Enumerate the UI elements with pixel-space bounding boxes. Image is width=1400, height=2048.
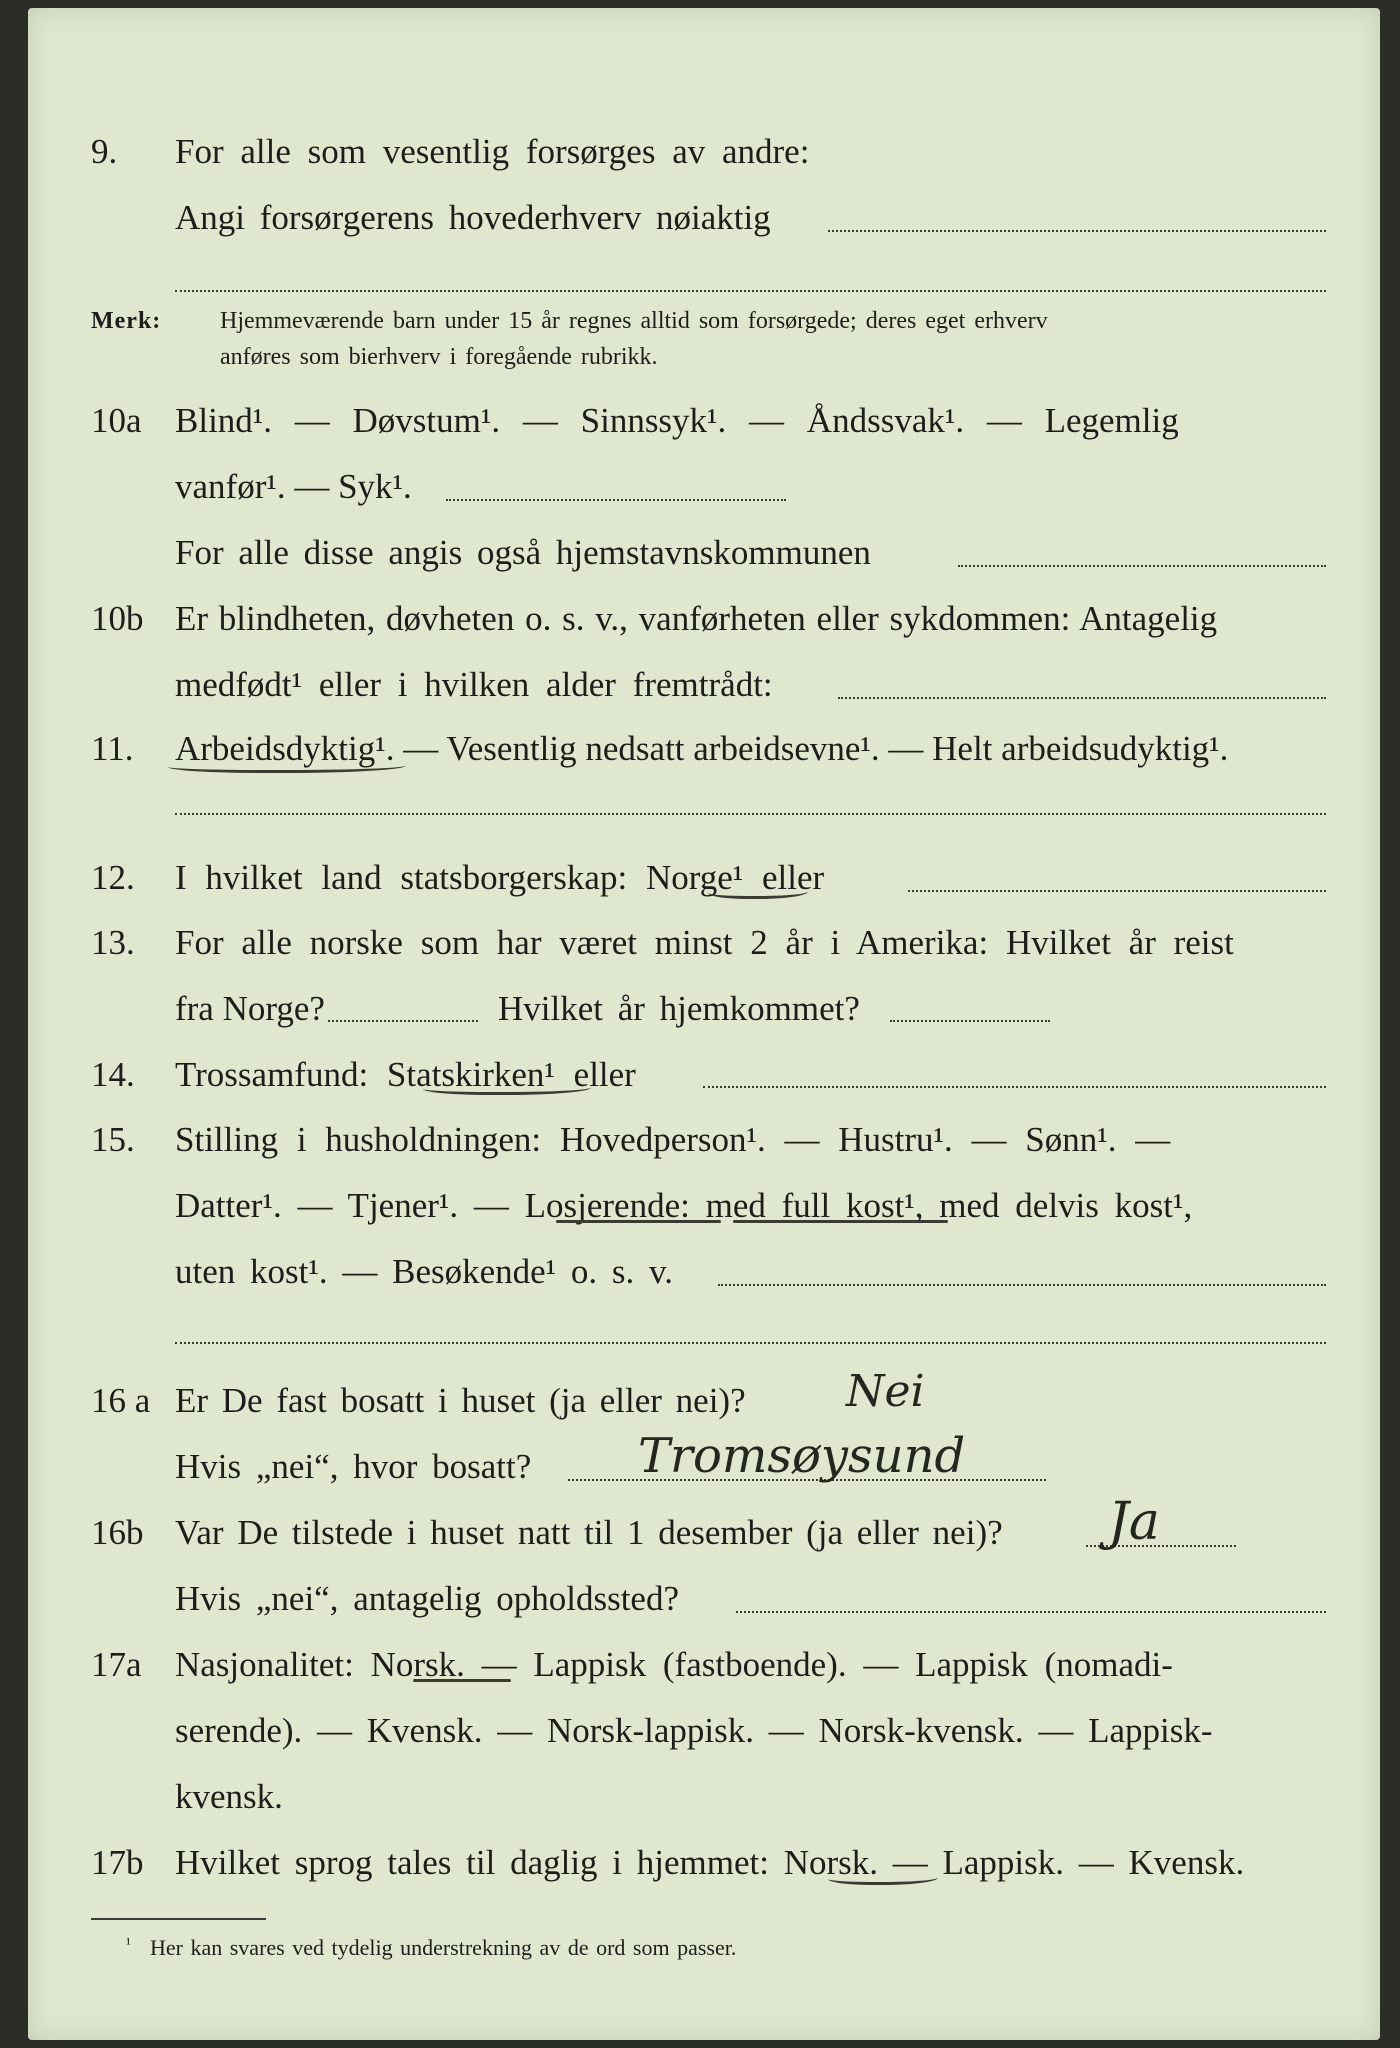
merk-line2: anføres som bierhverv i foregående rubrikk. xyxy=(220,344,658,370)
q15-line3: uten kost¹. — Besøkende¹ o. s. v. xyxy=(175,1252,674,1291)
q14-underline-mark xyxy=(423,1080,591,1095)
q16b-line1: Var De tilstede i huset natt til 1 desember (ja eller nei)? xyxy=(175,1513,1003,1552)
q10a-answer-line[interactable] xyxy=(446,499,786,501)
q9-answer-line-2[interactable] xyxy=(175,290,1326,292)
q17a-underline-norsk xyxy=(413,1679,511,1682)
q10a-line2: vanfør¹. — Syk¹. xyxy=(175,467,412,506)
q11-line1: Arbeidsdyktig¹. — Vesentlig nedsatt arbeidsevne¹. — Helt arbeidsudyktig¹. xyxy=(175,729,1229,768)
census-form-page xyxy=(28,8,1380,2040)
q17b-underline-mark xyxy=(828,1870,938,1885)
footnote-text: Her kan svares ved tydelig understrekning av de ord som passer. xyxy=(150,1935,737,1960)
q16a-bosatt-handwritten: Tromsøysund xyxy=(638,1428,966,1484)
q13-line1: For alle norske som har været minst 2 år i Amerika: Hvilket år reist xyxy=(175,923,1234,962)
q15-underline-losjerende xyxy=(556,1220,721,1223)
q15-number: 15. xyxy=(91,1120,135,1159)
q10b-number: 10b xyxy=(91,599,144,638)
q10a-number: 10a xyxy=(91,401,142,440)
merk-line1: Hjemmeværende barn under 15 år regnes alltid som forsørgede; deres eget erhverv xyxy=(220,308,1048,334)
q17b-number: 17b xyxy=(91,1843,144,1882)
q15-answer-line[interactable] xyxy=(718,1284,1326,1286)
q13-number: 13. xyxy=(91,923,135,962)
q11-answer-line[interactable] xyxy=(175,813,1326,815)
q16b-line2: Hvis „nei“, antagelig opholdssted? xyxy=(175,1579,679,1618)
q12-answer-line[interactable] xyxy=(908,890,1326,892)
q15-line2: Datter¹. — Tjener¹. — Losjerende: med full kost¹, med delvis kost¹, xyxy=(175,1186,1193,1225)
q12-underline-mark xyxy=(708,884,808,899)
q13-reist-line[interactable] xyxy=(328,1020,478,1022)
q14-line1: Trossamfund: Statskirken¹ eller xyxy=(175,1055,636,1094)
q16b-number: 16b xyxy=(91,1513,144,1552)
q10a-line3: For alle disse angis også hjemstavnskommunen xyxy=(175,533,871,572)
q14-number: 14. xyxy=(91,1055,135,1094)
q17a-line3: kvensk. xyxy=(175,1777,283,1816)
q16a-line2: Hvis „nei“, hvor bosatt? xyxy=(175,1447,532,1486)
q11-number: 11. xyxy=(91,729,134,768)
q10b-answer-line[interactable] xyxy=(838,697,1326,699)
q9-line2: Angi forsørgerens hovederhverv nøiaktig xyxy=(175,198,771,237)
q16b-opholdssted-line[interactable] xyxy=(736,1611,1326,1613)
q14-answer-line[interactable] xyxy=(703,1086,1326,1088)
q9-answer-line[interactable] xyxy=(828,230,1326,232)
q15-underline-full-kost xyxy=(733,1220,948,1223)
q10a-hjemstavn-line[interactable] xyxy=(958,565,1326,567)
q12-number: 12. xyxy=(91,858,135,897)
q17a-line2: serende). — Kvensk. — Norsk-lappisk. — Norsk-kvensk. — Lappisk- xyxy=(175,1711,1213,1750)
footnote-rule xyxy=(91,1918,266,1920)
q17b-line1: Hvilket sprog tales til daglig i hjemmet: Norsk. — Lappisk. — Kvensk. xyxy=(175,1843,1245,1882)
q15-line1: Stilling i husholdningen: Hovedperson¹. — Hustru¹. — Sønn¹. — xyxy=(175,1120,1171,1159)
q16a-answer-handwritten: Nei xyxy=(846,1366,925,1417)
q16a-line1: Er De fast bosatt i huset (ja eller nei)? xyxy=(175,1381,746,1420)
q13-line2b: Hvilket år hjemkommet? xyxy=(498,989,860,1028)
q10b-line2: medfødt¹ eller i hvilken alder fremtrådt: xyxy=(175,665,773,704)
q16a-number: 16 a xyxy=(91,1381,151,1420)
q13-hjemkommet-line[interactable] xyxy=(890,1020,1050,1022)
merk-label: Merk: xyxy=(91,308,162,334)
q15-answer-line-2[interactable] xyxy=(175,1342,1326,1344)
q12-line1: I hvilket land statsborgerskap: Norge¹ eller xyxy=(175,858,825,897)
q16b-answer-handwritten: Ja xyxy=(1108,1492,1160,1552)
footnote-mark: ¹ xyxy=(126,1936,131,1953)
q13-line2a: fra Norge? xyxy=(175,989,325,1028)
q11-underline-mark xyxy=(168,758,406,773)
q9-line1: For alle som vesentlig forsørges av andre: xyxy=(175,132,810,171)
q10b-line1: Er blindheten, døvheten o. s. v., vanførheten eller sykdommen: Antagelig xyxy=(175,599,1218,638)
q17a-line1: Nasjonalitet: Norsk. — Lappisk (fastboende). — Lappisk (nomadi- xyxy=(175,1645,1173,1684)
q17a-number: 17a xyxy=(91,1645,142,1684)
q9-number: 9. xyxy=(91,132,118,171)
q10a-line1: Blind¹. — Døvstum¹. — Sinnssyk¹. — Åndssvak¹. — Legemlig xyxy=(175,401,1179,440)
